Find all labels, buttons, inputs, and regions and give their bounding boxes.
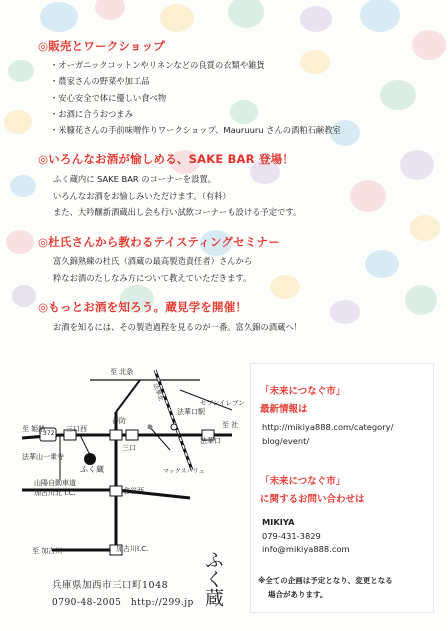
paragraph-line: 粋なお酒のたしなみ方について教えていただきます。 — [53, 273, 252, 283]
info-note: ※全ての企画は予定となり、変更となる — [258, 576, 393, 585]
info-note: 場合があります。 — [268, 590, 328, 599]
map-label: 加古川I.C. — [116, 545, 149, 553]
map-label: 加古川北 I.C. — [34, 489, 76, 497]
info-org: MIKIYA — [262, 517, 295, 527]
list-item: ・安心安全で体に優しい食べ物 — [50, 93, 167, 103]
map-label: 至 北条 — [110, 368, 134, 376]
list-item: ・お酒に合うおつまみ — [50, 109, 133, 119]
address: 兵庫県加西市三口町1048 — [52, 580, 169, 591]
section-heading-brewery-tour: ◎もっとお酒を知ろう。蔵見学を開催！ — [38, 300, 248, 314]
phone-and-url: 0790-48-2005 http://299.jp — [52, 598, 194, 608]
map-label: 善防 — [112, 417, 126, 425]
map-label: 三口 — [122, 444, 136, 452]
info-heading: 「未来につなぐ市」 — [260, 386, 346, 397]
info-heading: に関するお問い合わせは — [260, 494, 365, 505]
map-label: 三口西 — [66, 425, 87, 433]
map-label: 372 — [43, 430, 55, 437]
map-label: 倉谷西 — [123, 487, 144, 495]
map-label: 山陽自動車道 — [34, 479, 76, 487]
map-label: 至 社 — [222, 421, 239, 429]
fukukura-logo: ふく蔵 — [202, 549, 224, 607]
map-label: セブンイレブン — [200, 399, 245, 407]
paragraph-line: いろんなお酒をお愉しみいただけます。（有料） — [53, 191, 231, 201]
info-url-line[interactable]: http://mikiya888.com/category/ — [262, 422, 394, 432]
map-label: 法華口駅 — [177, 408, 205, 416]
map-label: 法華口 — [200, 437, 221, 445]
list-item: ・米糠花さんの手前味噌作りワークショップ、Mauruuru さんの酒粕石鹸教室 — [50, 125, 341, 135]
list-item: ・農家さんの野菜や加工品 — [50, 76, 150, 86]
map-label: マックスバリュ — [163, 468, 205, 475]
info-phone: 079-431-3829 — [262, 531, 321, 541]
map-label: 至 加古川 — [32, 547, 63, 555]
section-heading-sales: ◎販売とワークショップ — [38, 39, 166, 53]
map-label-fukukura: ふく蔵 — [80, 465, 104, 474]
map-label: 法華山一乗寺 — [22, 453, 64, 461]
section-heading-sake-bar: ◎いろんなお酒が愉しめる、SAKE BAR 登場！ — [38, 152, 295, 166]
paragraph-line: ふく蔵内に SAKE BAR のコーナーを設置。 — [53, 174, 216, 184]
info-url-line[interactable]: blog/event/ — [262, 436, 310, 446]
section-heading-seminar: ◎杜氏さんから教わるテイスティングセミナー — [38, 235, 280, 249]
paragraph-line: お酒を知るには、その製造過程を見るのが一番。富久錦の酒蔵へ！ — [53, 322, 302, 332]
info-email[interactable]: info@mikiya888.com — [262, 544, 350, 554]
map-label: 至 姫路 — [22, 425, 46, 433]
info-heading: 「未来につなぐ市」 — [260, 476, 346, 487]
paragraph-line: また、大吟醸新酒蔵出し会も行い試飲コーナーも設ける予定です。 — [53, 207, 302, 217]
list-item: ・オーガニックコットンやリネンなどの良質の衣類や雑貨 — [50, 60, 265, 70]
map-label: 法華北 — [151, 382, 165, 403]
paragraph-line: 富久錦熟練の杜氏（酒蔵の最高製造責任者）さんから — [53, 256, 253, 266]
info-heading: 最新情報は — [260, 404, 308, 415]
